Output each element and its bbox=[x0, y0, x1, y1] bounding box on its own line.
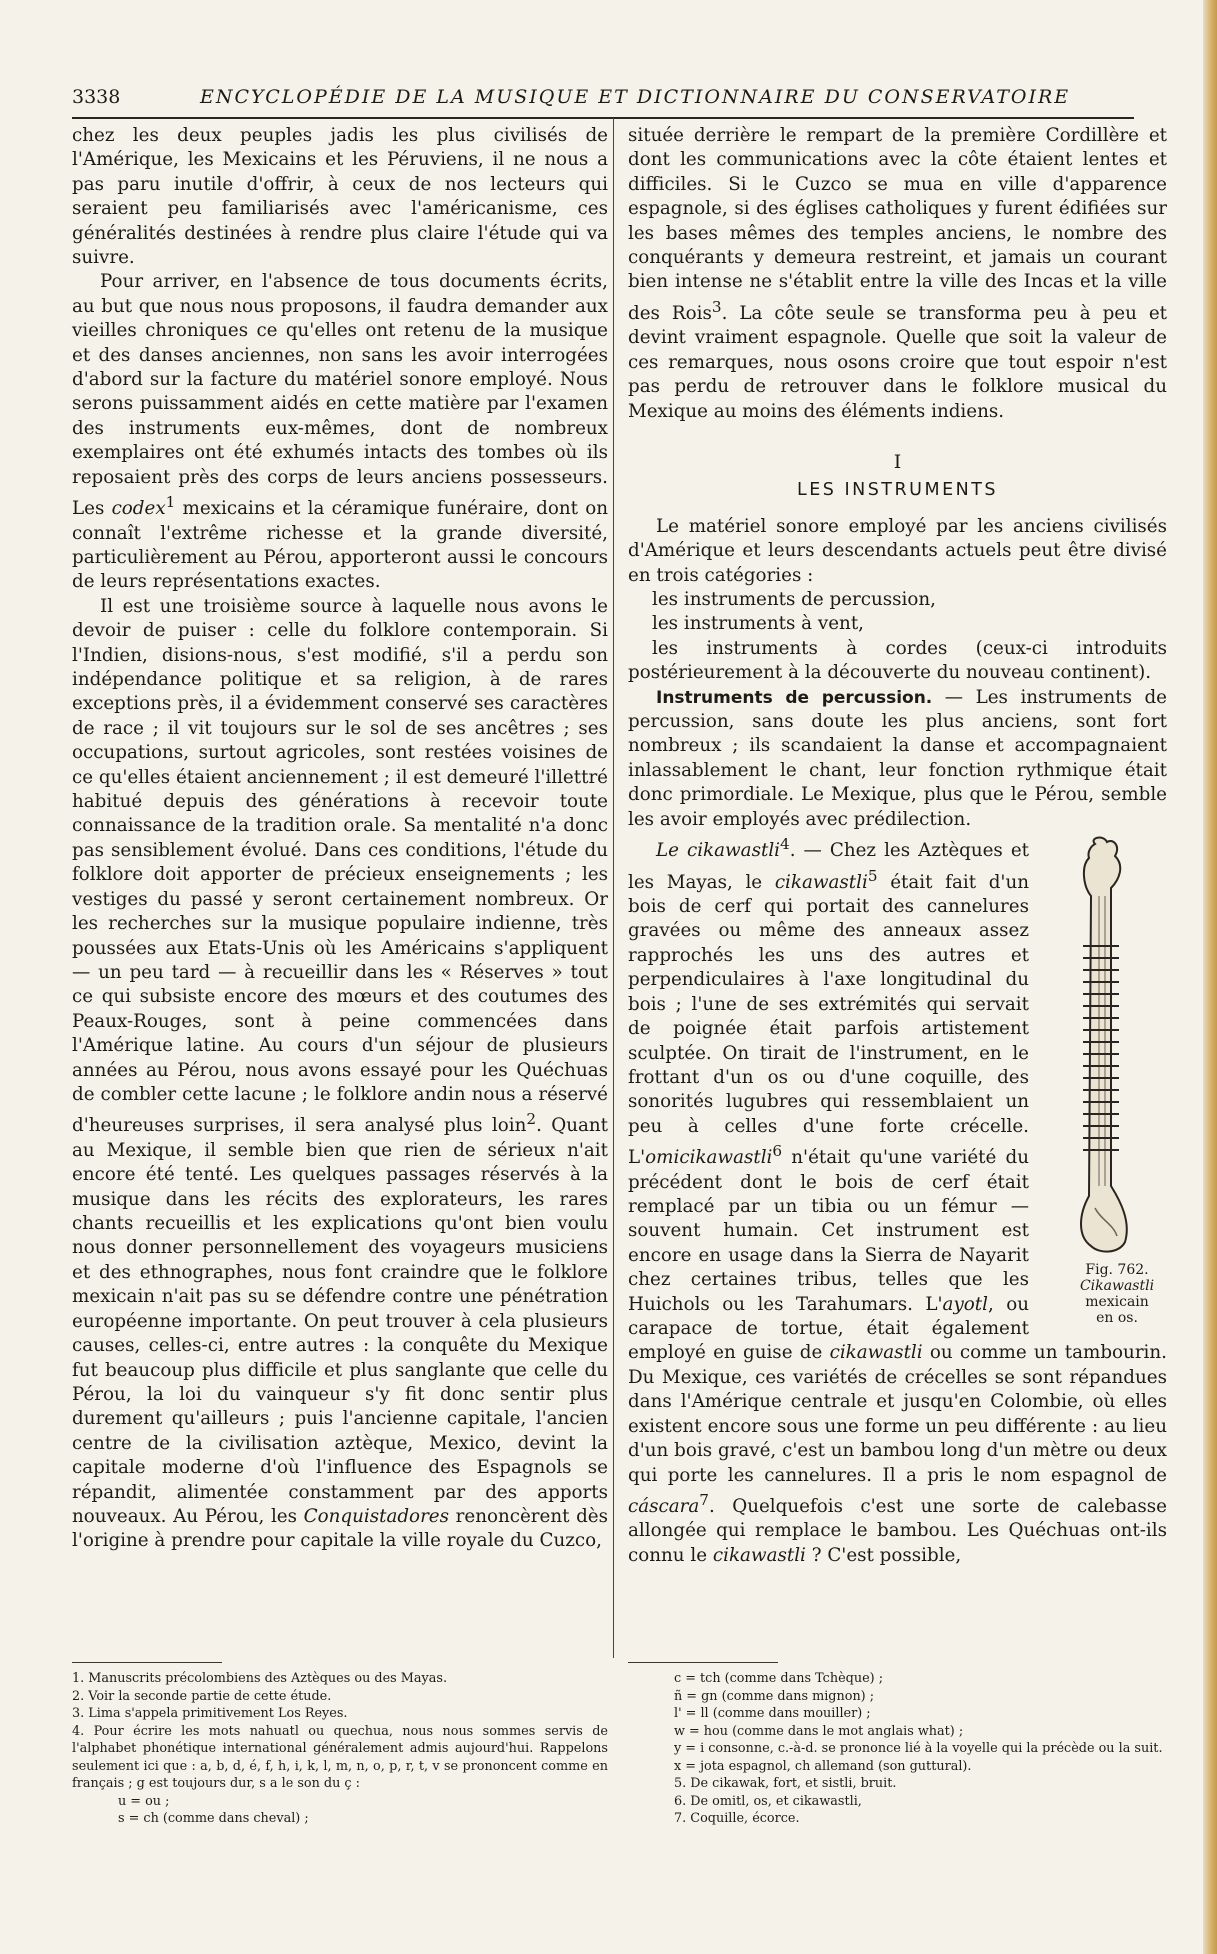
footnote: l' = ll (comme dans mouiller) ; bbox=[674, 1706, 871, 1721]
list-item: les instruments de percussion, bbox=[652, 589, 936, 610]
section-title: LES INSTRUMENTS bbox=[796, 480, 999, 501]
footnotes-left bbox=[72, 1670, 608, 1828]
column-divider bbox=[613, 118, 614, 1658]
running-title: ENCYCLOPÉDIE DE LA MUSIQUE ET DICTIONNAIRE DU CONSERVATOIRE bbox=[200, 86, 1071, 108]
paragraph: Pour arriver, en l'absence de tous documents écrits, au but que nous nous proposons, il faudra demander aux vieilles chroniques ce qu'elles ont retenu de la musique et des danses anciennes, non sans les avoir interrogées d'abord sur la facture du matériel sonore employé. Nous serons puissamment aidés en cette matière par l'examen des instruments eux-mêmes, dont de nombreux exemplaires ont été exhumés intacts des tombes où ils reposaient près des corps de leurs anciens possesseurs. Les codex$^1$ mexicains et la céramique funéraire, dont on connaît l'extrême richesse et la grande diversité, particulièrement au Pérou, apporteront aussi le concours de leurs représentations exactes. bbox=[72, 271, 608, 593]
footnote: ñ = gn (comme dans mignon) ; bbox=[674, 1688, 875, 1704]
footnote: x = jota espagnol, ch allemand (son guttural). bbox=[674, 1758, 972, 1774]
footnote-ref: 6 bbox=[772, 1142, 783, 1161]
paragraph: chez les deux peuples jadis les plus civilisés de l'Amérique, les Mexicains et les Péruviens, il ne nous a pas paru inutile d'offrir, à ceux de nos lecteurs qui seraient peu familiarisés avec l'américanisme, ces généralités destinées à rendre plus claire l'étude qui va suivre. bbox=[72, 125, 608, 269]
footnote-ref: 4 bbox=[780, 835, 790, 854]
right-column bbox=[628, 124, 1167, 1568]
footnotes-right bbox=[628, 1670, 1167, 1828]
footnote: 2. Voir la seconde partie de cette étude. bbox=[72, 1688, 332, 1704]
figure-caption: Fig. 762. Cikawastli mexicain en os. bbox=[1079, 1262, 1155, 1327]
footnote: 3. Lima s'appela primitivement Los Reyes. bbox=[72, 1706, 348, 1721]
footnote: y = i consonne, c.-à-d. se prononce lié à la voyelle qui la précède ou la suit. bbox=[674, 1741, 1163, 1756]
term-codex: codex bbox=[111, 498, 166, 520]
header-rule bbox=[72, 117, 1134, 119]
footnote: w = hou (comme dans le mot anglais what) ; bbox=[674, 1723, 964, 1739]
footnote-rule-right bbox=[628, 1662, 778, 1663]
footnote-ref: 5 bbox=[867, 866, 878, 885]
paragraph: Il est une troisième source à laquelle nous avons le devoir de puiser : celle du folklore contemporain. Si l'Indien, disions-nous, s'est modifié, s'il a perdu son indépendance politique et sa religion, à de rares exceptions près, il a évidemment conservé ses caractères de race ; il vit toujours sur le sol de ses ancêtres ; ses occupations, surtout agricoles, sont restées voisines de ce qu'elles étaient anciennement ; il est demeuré l'illettré habitué depuis des générations à recevoir toute connaissance de la tradition orale. Sa mentalité n'a donc pas sensiblement évolué. Dans ces conditions, l'étude du folklore doit apporter de précieux enseignements ; les vestiges du passé y seront certainement nombreux. Or les recherches sur la musique populaire indienne, très poussées aux Etats-Unis où les Américains s'appliquent — un peu tard — à recueillir dans les « Réserves » tout ce qui subsiste encore des mœurs et des coutumes des Peaux-Rouges, sont à peine commencées dans l'Amérique latine. Au cours d'un séjour de plusieurs années au Pérou, nous avons essayé pour les Quéchuas de combler cette lacune ; le folklore andin nous a réservé d'heureuses surprises, il sera analysé plus loin$^2$. Quant au Mexique, il semble bien que rien de sérieux n'ait encore été tenté. Les quelques passages réservés à la musique dans les récits des explorateurs, les rares chants recueillis et les explications qu'ont bien voulu nous donner personnellement des voyageurs musiciens et des ethnographes, nous font craindre que le folklore mexicain n'ait pas su se défendre contre une pénétration européenne importante. On peut trouver à cela plusieurs causes, celles-ci, entre autres : la conquête du Mexique fut beaucoup plus difficile et plus sanglante que celle du Pérou, la loi du vainqueur s'y fit donc sentir plus durement qu'ailleurs ; puis l'ancienne capitale, l'ancien centre de la civilisation aztèque, Mexico, devint la capitale moderne d'où l'influence des Espagnols se répandit, alimentée constamment par des apports nouveaux. Au Pérou, les Conquistadores renoncèrent dès l'origine à prendre pour capitale la ville royale du Cuzco, bbox=[72, 595, 609, 1552]
footnote: 7. Coquille, écorce. bbox=[674, 1811, 800, 1826]
footnote: c = tch (comme dans Tchèque) ; bbox=[674, 1671, 884, 1686]
run-in-heading: Instruments de percussion. bbox=[656, 687, 933, 708]
footnote: s = ch (comme dans cheval) ; bbox=[118, 1811, 309, 1826]
term-conquistadores: Conquistadores bbox=[303, 1505, 450, 1527]
section-number: I bbox=[893, 450, 902, 473]
list-item: les instruments à vent, bbox=[652, 613, 864, 635]
left-column bbox=[72, 124, 608, 1554]
cikawastli-bone-illustration bbox=[1055, 836, 1151, 1256]
footnote-rule-left bbox=[72, 1662, 222, 1663]
footnote: 4. Pour écrire les mots nahuatl ou quechua, nous nous sommes servis de l'alphabet phonétique international généralement admis aujourd'hui. Rappelons seulement ici que : a, b, d, é, f, h, i, k, l, m, n, o, p, r, t, v se prononcent comme en français ; g est toujours dur, s a le son du ç : bbox=[72, 1723, 608, 1791]
paragraph: Instruments de percussion. — Les instruments de percussion, sans doute les plus anciens, sont fort nombreux ; ils scandaient la danse et accompagnaient inlassablement le chant, leur fonction rythmique était donc primordiale. Le Mexique, plus que le Pérou, semble les avoir employés avec prédilection. bbox=[628, 686, 1167, 830]
footnote-ref: 2 bbox=[526, 1110, 537, 1129]
paragraph: Fig. 762. Cikawastli mexicain en os. Le cikawastli$^4$. — Chez les Aztèques et les Mayas, le cikawastli$^5$ était fait d'un bois de cerf qui portait des cannelures gravées ou même des anneaux assez rapprochés les uns des autres et perpendiculaires à l'axe longitudinal du bois ; l'une de ses extrémités qui servait de poignée était parfois artistement sculptée. On tirait de l'instrument, en le frottant d'un os ou d'une coquille, des sonorités lugubres qui ressemblaient un peu à celles d'une forte crécelle. L'omicikawastli$^6$ n'était qu'une variété du précédent dont le bois de cerf était remplacé par un tibia ou un fémur — souvent humain. Cet instrument est encore en usage dans la Sierra de Nayarit chez certaines tribus, telles que les Huichols ou les Tarahumars. L'ayotl, ou carapace de tortue, était également employé en guise de cikawastli ou comme un tambourin. Du Mexique, ces variétés de crécelles se sont répandues dans l'Amérique centrale et jusqu'en Colombie, où elles existent encore sous une forme un peu différente : au lieu d'un bois gravé, c'est un bambou long d'un mètre ou deux qui porte les cannelures. Il a pris le nom espagnol de cáscara$^7$. Quelquefois c'est une sorte de calebasse allongée qui remplace le bambou. Les Quéchuas ont-ils connu le cikawastli ? C'est possible, bbox=[628, 835, 1167, 1566]
footnote: 6. De omitl, os, et cikawastli, bbox=[674, 1793, 862, 1809]
page-edge-tab bbox=[1203, 0, 1217, 1954]
paragraph: située derrière le rempart de la première Cordillère et dont les communications avec la côte étaient lentes et difficiles. Si le Cuzco se mua en ville d'apparence espagnole, si des églises catholiques y furent édifiées sur les bases mêmes des temples anciens, le nombre des conquérants y demeura restreint, et jamais un courant bien intense ne s'établit entre la ville des Incas et la ville des Rois$^3$. La côte seule se transforma peu à peu et devint vraiment espagnole. Quelle que soit la valeur de ces remarques, nous osons croire que tout espoir n'est pas perdu de retrouver dans le folklore musical du Mexique au moins des éléments indiens. bbox=[628, 125, 1167, 422]
footnote: 1. Manuscrits précolombiens des Aztèques ou des Mayas. bbox=[72, 1671, 448, 1686]
footnote-ref: 1 bbox=[165, 493, 176, 512]
figure bbox=[1039, 836, 1167, 1326]
page-number: 3338 bbox=[72, 86, 121, 108]
footnote-ref: 7 bbox=[699, 1490, 709, 1509]
page-header bbox=[72, 86, 1132, 114]
footnote-ref: 3 bbox=[711, 297, 722, 316]
paragraph: Le matériel sonore employé par les anciens civilisés d'Amérique et leurs descendants actuels peut être divisé en trois catégories : bbox=[628, 515, 1167, 586]
term-cikawastli: Le cikawastli bbox=[656, 840, 781, 862]
footnote: u = ou ; bbox=[118, 1793, 170, 1809]
footnote: 5. De cikawak, fort, et sistli, bruit. bbox=[674, 1776, 897, 1791]
list-item: les instruments à cordes (ceux-ci introduits postérieurement à la découverte du nouveau continent). bbox=[628, 637, 1167, 684]
